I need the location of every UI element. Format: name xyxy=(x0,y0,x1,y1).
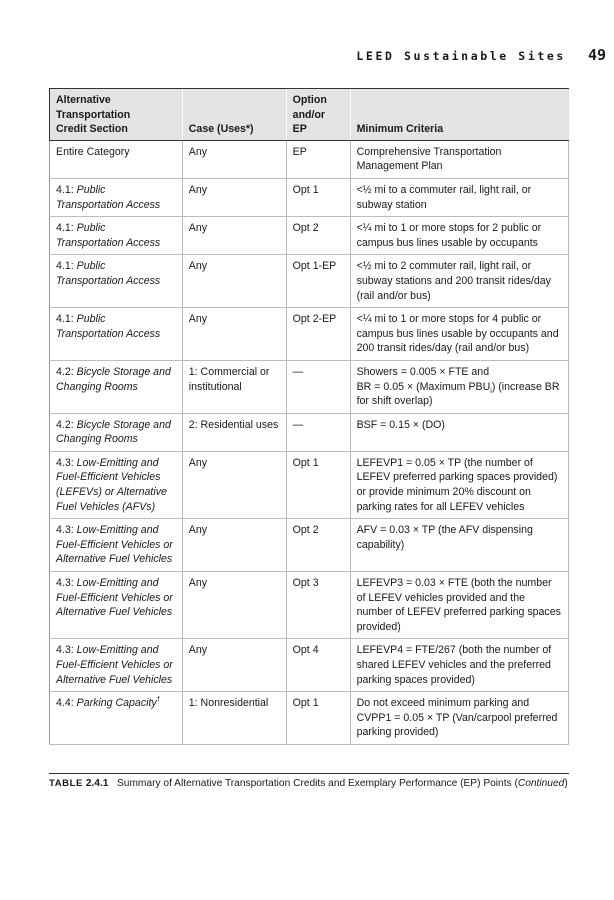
credit-cell: 4.1: Public Transportation Access xyxy=(50,178,183,216)
case-cell: 1: Nonresidential xyxy=(182,692,286,745)
credit-cell: 4.3: Low-Emitting and Fuel-Efficient Vehicles (LEFEVs) or Alternative Fuel Vehicles (AFVs) xyxy=(50,451,183,518)
table-row xyxy=(50,413,569,451)
option-cell: EP xyxy=(286,140,350,178)
option-cell: Opt 1-EP xyxy=(286,255,350,308)
criteria-cell: Do not exceed minimum parking and CVPP1 = 0.05 × TP (Van/carpool preferred parking provided) xyxy=(350,692,568,745)
option-cell: Opt 2 xyxy=(286,519,350,572)
case-cell: Any xyxy=(182,572,286,639)
option-cell: — xyxy=(286,413,350,451)
table-row xyxy=(50,451,569,518)
case-cell: Any xyxy=(182,217,286,255)
table-row xyxy=(50,692,569,745)
criteria-cell: <½ mi to a commuter rail, light rail, or subway station xyxy=(350,178,568,216)
credits-table xyxy=(49,88,569,745)
table-row xyxy=(50,308,569,361)
credit-cell: 4.1: Public Transportation Access xyxy=(50,255,183,308)
criteria-cell: <¼ mi to 1 or more stops for 4 public or campus bus lines usable by occupants and 200 transit rides/day (rail and/or bus) xyxy=(350,308,568,361)
table-row xyxy=(50,572,569,639)
criteria-cell: Showers = 0.005 × FTE and BR = 0.05 × (Maximum $PBU_i$) (increase BR for shift overlap) xyxy=(350,360,568,413)
criteria-cell: LEFEVP1 = 0.05 × TP (the number of LEFEV preferred parking spaces provided) or provide minimum 20% discount on parking rates for all LEFEV vehicles xyxy=(350,451,568,518)
credit-cell: 4.3: Low-Emitting and Fuel-Efficient Vehicles or Alternative Fuel Vehicles xyxy=(50,572,183,639)
option-cell: Opt 1 xyxy=(286,451,350,518)
table-row xyxy=(50,178,569,216)
case-cell: Any xyxy=(182,255,286,308)
table-row xyxy=(50,360,569,413)
credit-cell: 4.1: Public Transportation Access xyxy=(50,217,183,255)
case-cell: Any xyxy=(182,639,286,692)
option-cell: Opt 4 xyxy=(286,639,350,692)
criteria-cell: AFV = 0.03 × TP (the AFV dispensing capability) xyxy=(350,519,568,572)
credit-cell: Entire Category xyxy=(50,140,183,178)
option-cell: Opt 1 xyxy=(286,692,350,745)
table-row xyxy=(50,639,569,692)
running-head xyxy=(356,46,606,64)
running-title: LEED Sustainable Sites xyxy=(356,49,566,63)
criteria-cell: BSF = 0.15 × (DO) xyxy=(350,413,568,451)
credit-cell: 4.3: Low-Emitting and Fuel-Efficient Vehicles or Alternative Fuel Vehicles xyxy=(50,639,183,692)
header-minimum-criteria: Minimum Criteria xyxy=(350,89,568,141)
header-case: Case (Uses*) xyxy=(182,89,286,141)
option-cell: Opt 1 xyxy=(286,178,350,216)
option-cell: Opt 3 xyxy=(286,572,350,639)
case-cell: Any xyxy=(182,178,286,216)
header-credit-section: Alternative Transportation Credit Section xyxy=(50,89,183,141)
page-number: 49 xyxy=(587,46,606,64)
header-option: Option and/or EP xyxy=(286,89,350,141)
table-row xyxy=(50,217,569,255)
option-cell: — xyxy=(286,360,350,413)
criteria-cell: <½ mi to 2 commuter rail, light rail, or subway stations and 200 transit rides/day (rail and/or bus) xyxy=(350,255,568,308)
criteria-cell: <¼ mi to 1 or more stops for 2 public or campus bus lines usable by occupants xyxy=(350,217,568,255)
table-header-row xyxy=(50,89,569,141)
criteria-cell: LEFEVP3 = 0.03 × FTE (both the number of LEFEV vehicles provided and the number of LEFEV preferred parking spaces provided) xyxy=(350,572,568,639)
credit-cell: 4.3: Low-Emitting and Fuel-Efficient Vehicles or Alternative Fuel Vehicles xyxy=(50,519,183,572)
criteria-cell: Comprehensive Transportation Management Plan xyxy=(350,140,568,178)
case-cell: Any xyxy=(182,451,286,518)
case-cell: Any xyxy=(182,140,286,178)
case-cell: 1: Commercial or institutional xyxy=(182,360,286,413)
case-cell: Any xyxy=(182,519,286,572)
table-row xyxy=(50,255,569,308)
option-cell: Opt 2-EP xyxy=(286,308,350,361)
criteria-cell: LEFEVP4 = FTE/267 (both the number of shared LEFEV vehicles and the preferred parking spaces provided) xyxy=(350,639,568,692)
case-cell: 2: Residential uses xyxy=(182,413,286,451)
credit-cell: 4.2: Bicycle Storage and Changing Rooms xyxy=(50,360,183,413)
credit-cell: 4.1: Public Transportation Access xyxy=(50,308,183,361)
case-cell: Any xyxy=(182,308,286,361)
credit-cell: 4.2: Bicycle Storage and Changing Rooms xyxy=(50,413,183,451)
table-caption: TABLE 2.4.1 Summary of Alternative Transportation Credits and Exemplary Performance (EP) Points (Continued) xyxy=(49,773,569,791)
table-row xyxy=(50,140,569,178)
option-cell: Opt 2 xyxy=(286,217,350,255)
credit-cell: 4.4: Parking Capacity† xyxy=(50,692,183,745)
table-row xyxy=(50,519,569,572)
